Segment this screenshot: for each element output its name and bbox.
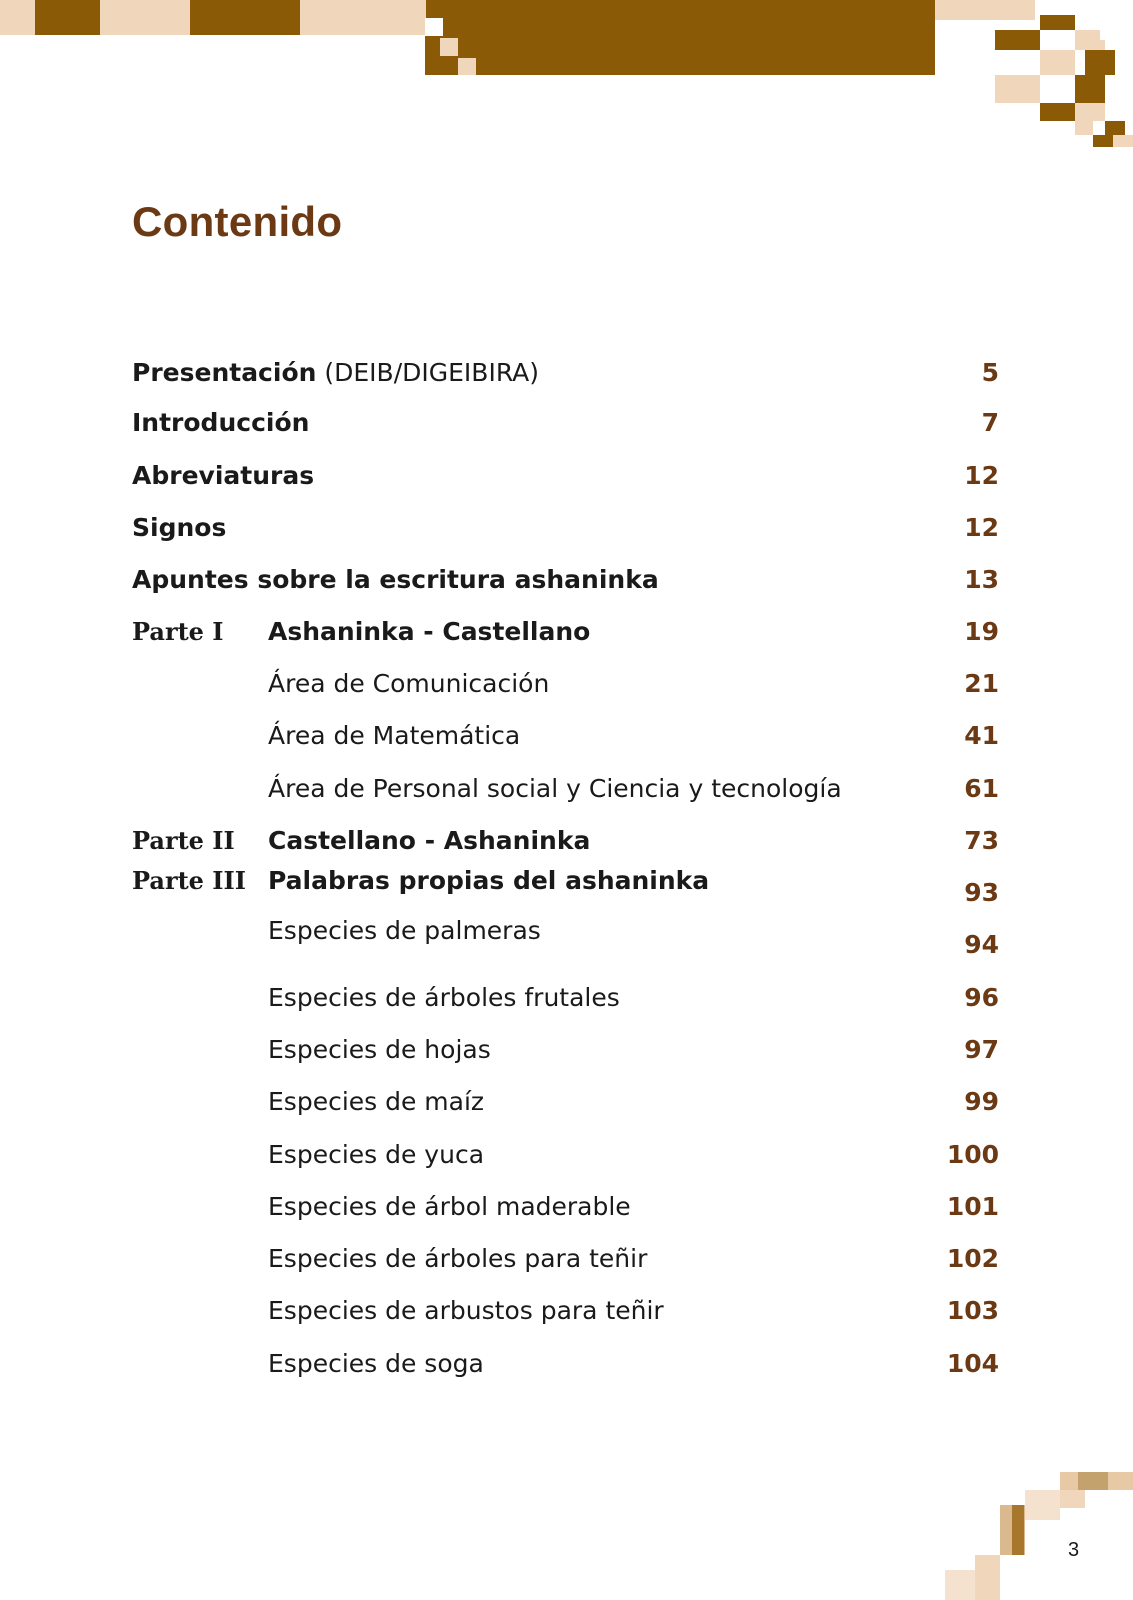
- toc-page-number: 100: [946, 1140, 999, 1169]
- toc-page-number: 7: [981, 408, 999, 437]
- toc-page-number: 104: [946, 1349, 999, 1378]
- toc-page-number: 5: [981, 358, 999, 387]
- toc-page-number: 21: [964, 669, 999, 698]
- toc-entry-label: Presentación (DEIB/DIGEIBIRA): [132, 358, 540, 387]
- toc-entry-label: Especies de árbol maderable: [268, 1192, 631, 1221]
- toc-entry-area-comunicacion[interactable]: [0, 669, 1133, 709]
- bottom-right-checker-block: [945, 1472, 1133, 1600]
- toc-page-number: 73: [964, 826, 999, 855]
- toc-entry-label: Especies de árboles frutales: [268, 983, 620, 1012]
- toc-entry-label: Especies de hojas: [268, 1035, 491, 1064]
- toc-entry-area-personal-social[interactable]: [0, 774, 1133, 814]
- toc-entry-parte-i[interactable]: [0, 617, 1133, 657]
- toc-entry-label: Especies de maíz: [268, 1087, 485, 1116]
- toc-page-number: 61: [964, 774, 999, 803]
- toc-page-number: 102: [946, 1244, 999, 1273]
- toc-entry-label: Ashaninka - Castellano: [268, 617, 591, 646]
- page-title: Contenido: [132, 198, 343, 245]
- toc-page-number: 103: [946, 1296, 999, 1325]
- page-number: 3: [1068, 1539, 1080, 1561]
- toc-entry-presentacion[interactable]: [0, 358, 1133, 398]
- toc-page-number: 99: [964, 1087, 999, 1116]
- toc-entry-area-matematica[interactable]: [0, 721, 1133, 761]
- toc-page-number: 101: [946, 1192, 999, 1221]
- toc-entry-maiz[interactable]: [0, 1087, 1133, 1127]
- toc-entry-label: Introducción: [132, 408, 310, 437]
- toc-entry-label: Especies de árboles para teñir: [268, 1244, 648, 1273]
- toc-entry-arbol-maderable[interactable]: [0, 1192, 1133, 1232]
- toc-entry-label: Apuntes sobre la escritura ashaninka: [132, 565, 659, 594]
- toc-entry-hojas[interactable]: [0, 1035, 1133, 1075]
- toc-entry-label: Área de Matemática: [268, 721, 521, 750]
- toc-page-number: 93: [964, 878, 999, 907]
- toc-entry-label: Abreviaturas: [132, 461, 315, 490]
- toc-entry-label: Especies de arbustos para teñir: [268, 1296, 664, 1325]
- top-right-checker-block: [935, 0, 1133, 147]
- toc-entry-label: Castellano - Ashaninka: [268, 826, 591, 855]
- toc-entry-label: Área de Personal social y Ciencia y tecnología: [268, 774, 842, 803]
- toc-entry-arbustos-tenir[interactable]: [0, 1296, 1133, 1336]
- toc-page-number: 94: [964, 930, 999, 959]
- toc-entry-soga[interactable]: [0, 1349, 1133, 1389]
- toc-entry-yuca[interactable]: [0, 1140, 1133, 1180]
- toc-entry-label: Palabras propias del ashaninka: [268, 866, 710, 895]
- toc-entry-label: Especies de yuca: [268, 1140, 485, 1169]
- toc-part-label: Parte III: [132, 866, 246, 895]
- toc-entry-abreviaturas[interactable]: [0, 461, 1133, 501]
- toc-entry-parte-ii[interactable]: [0, 826, 1133, 866]
- toc-entry-arboles-frutales[interactable]: [0, 983, 1133, 1023]
- toc-entry-apuntes[interactable]: [0, 565, 1133, 605]
- toc-entry-label: Especies de palmeras: [268, 916, 541, 945]
- toc-page-number: 19: [964, 617, 999, 646]
- toc-part-label: Parte I: [132, 617, 224, 646]
- toc-part-label: Parte II: [132, 826, 235, 855]
- toc-page-number: 13: [964, 565, 999, 594]
- toc-entry-introduccion[interactable]: [0, 408, 1133, 448]
- toc-page-number: 97: [964, 1035, 999, 1064]
- toc-page-number: 12: [964, 513, 999, 542]
- toc-entry-label: Signos: [132, 513, 227, 542]
- toc-entry-arboles-tenir[interactable]: [0, 1244, 1133, 1284]
- toc-entry-label: Especies de soga: [268, 1349, 484, 1378]
- toc-entry-label: Área de Comunicación: [268, 669, 550, 698]
- toc-entry-palmeras[interactable]: [0, 916, 1133, 959]
- toc-entry-signos[interactable]: [0, 513, 1133, 553]
- top-left-checker-band: [0, 0, 935, 75]
- toc-page-number: 12: [964, 461, 999, 490]
- toc-entry-parte-iii[interactable]: [0, 866, 1133, 906]
- toc-page-number: 41: [964, 721, 999, 750]
- toc-page-number: 96: [964, 983, 999, 1012]
